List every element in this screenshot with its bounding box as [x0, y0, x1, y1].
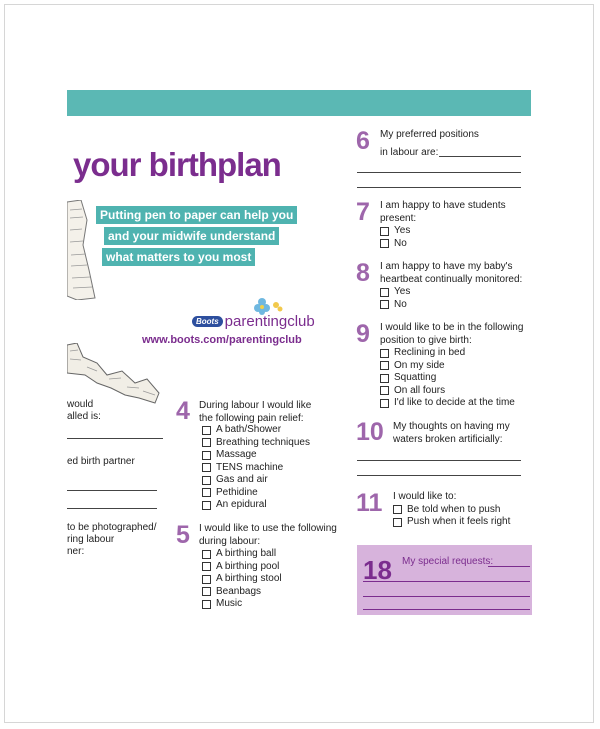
option-label: Squatting [394, 372, 437, 383]
q8-option-no[interactable] [380, 299, 522, 312]
q18-answer-line-2[interactable] [363, 581, 530, 582]
q6-number: 6 [356, 127, 370, 155]
q18-text: My special requests: [402, 556, 494, 567]
q4-option[interactable] [202, 474, 310, 487]
q10-text-line-1: My thoughts on having my [393, 421, 510, 432]
q7-text-line-1: I am happy to have students [380, 200, 506, 211]
checkbox[interactable] [202, 488, 211, 497]
header-banner [67, 90, 531, 116]
q8-number: 8 [356, 259, 370, 287]
q3-text-line-1: to be photographed/ [67, 522, 157, 533]
q5-text-line-1: I would like to use the following [199, 523, 337, 534]
q5-option[interactable] [202, 573, 282, 586]
q6-text-line-2: in labour are: [380, 147, 439, 158]
option-label: Pethidine [216, 486, 258, 498]
checkbox[interactable] [380, 386, 389, 395]
q4-option[interactable] [202, 437, 310, 450]
option-label: TENS machine [216, 461, 284, 473]
q9-question [380, 322, 523, 410]
q18-answer-line-3[interactable] [363, 596, 530, 597]
q8-question [380, 261, 522, 311]
checkbox[interactable] [202, 600, 211, 609]
q5-options [202, 548, 282, 611]
q11-number: 11 [356, 489, 383, 517]
q9-option[interactable] [380, 372, 523, 385]
option-label: Yes [394, 225, 411, 236]
option-label: Be told when to push [407, 503, 501, 515]
checkbox[interactable] [380, 288, 389, 297]
parentingclub-logo [192, 313, 315, 330]
option-label: I'd like to decide at the time [394, 397, 515, 408]
checkbox[interactable] [380, 374, 389, 383]
q8-text-line-1: I am happy to have my baby's [380, 261, 513, 272]
q10-answer-line-2[interactable] [357, 475, 521, 476]
option-label: A bath/Shower [216, 424, 282, 435]
q9-option[interactable] [380, 347, 523, 360]
checkbox[interactable] [202, 587, 211, 596]
q6-answer-line-2[interactable] [357, 172, 521, 173]
option-label: A birthing stool [216, 573, 282, 584]
q1-answer-line[interactable] [67, 438, 163, 439]
q2-answer-line-2[interactable] [67, 508, 157, 509]
q4-number: 4 [176, 397, 190, 425]
checkbox[interactable] [380, 361, 389, 370]
checkbox[interactable] [393, 505, 402, 514]
q6-text-line-1: My preferred positions [380, 129, 479, 140]
q9-text-line-2: position to give birth: [380, 334, 472, 346]
q10-question [393, 421, 510, 446]
option-label: No [394, 237, 407, 249]
q9-number: 9 [356, 320, 370, 348]
checkbox[interactable] [202, 562, 211, 571]
tagline-line-1: Putting pen to paper can help you [96, 206, 297, 224]
q9-text-line-1: I would like to be in the following [380, 322, 524, 333]
q9-option[interactable] [380, 385, 523, 398]
option-label: Yes [394, 286, 411, 297]
q3-text-line-3: ner: [67, 546, 85, 557]
q6-answer-line-3[interactable] [357, 187, 521, 188]
q7-option-yes[interactable] [380, 225, 506, 238]
paper-scroll-illustration-bottom [67, 343, 162, 405]
option-label: A birthing ball [216, 548, 277, 559]
q11-question [393, 491, 510, 529]
q8-text-line-2: heartbeat continually monitored: [380, 273, 523, 285]
q4-option[interactable] [202, 462, 310, 475]
q4-option[interactable] [202, 424, 310, 437]
checkbox[interactable] [380, 300, 389, 309]
option-label: An epidural [216, 499, 267, 510]
q18-answer-line-1[interactable] [488, 566, 530, 567]
option-label: No [394, 298, 407, 310]
q4-options [202, 424, 310, 512]
website-link[interactable]: www.boots.com/parentingclub [142, 334, 302, 346]
option-label: Breathing techniques [216, 436, 310, 448]
page-title: your birthplan [73, 146, 281, 183]
q10-number: 10 [356, 418, 384, 446]
option-label: On my side [394, 359, 445, 371]
parentingclub-text: parentingclub [224, 313, 315, 330]
tagline-line-2: and your midwife understand [104, 227, 279, 245]
q1-text-line-1: would [67, 399, 94, 410]
q4-option[interactable] [202, 449, 310, 462]
checkbox[interactable] [202, 463, 211, 472]
checkbox[interactable] [202, 438, 211, 447]
checkbox[interactable] [380, 399, 389, 408]
q5-option[interactable] [202, 561, 282, 574]
q9-option[interactable] [380, 360, 523, 373]
q9-option[interactable] [380, 397, 523, 410]
checkbox[interactable] [380, 349, 389, 358]
q6-answer-line-1[interactable] [439, 156, 521, 157]
q4-option[interactable] [202, 499, 310, 512]
tagline [96, 206, 310, 269]
checkbox[interactable] [380, 227, 389, 236]
q1-text-line-2: alled is: [67, 411, 101, 422]
tagline-line-3: what matters to you most [102, 248, 255, 266]
checkbox[interactable] [202, 451, 211, 460]
checkbox[interactable] [202, 550, 211, 559]
q18-answer-line-4[interactable] [363, 609, 530, 610]
q11-text-line-1: I would like to: [393, 491, 457, 502]
q11-option[interactable] [393, 516, 510, 529]
q5-option[interactable] [202, 598, 282, 611]
q7-question [380, 200, 506, 250]
checkbox[interactable] [202, 501, 211, 510]
checkbox[interactable] [393, 518, 402, 527]
q2-answer-line-1[interactable] [67, 490, 157, 491]
option-label: Music [216, 598, 243, 609]
q4-option[interactable] [202, 487, 310, 500]
q8-option-yes[interactable] [380, 286, 522, 299]
q4-question [199, 400, 311, 425]
q10-text-line-2: waters broken artificially: [393, 433, 503, 445]
checkbox[interactable] [380, 239, 389, 248]
checkbox[interactable] [202, 426, 211, 435]
q5-text-line-2: during labour: [199, 535, 261, 547]
q7-text-line-2: present: [380, 212, 417, 224]
q3-text-line-2: ring labour [67, 534, 115, 545]
option-label: On all fours [394, 384, 446, 396]
q7-option-no[interactable] [380, 238, 506, 251]
boots-logo: Boots [192, 316, 223, 327]
option-label: A birthing pool [216, 560, 280, 572]
option-label: Gas and air [216, 474, 268, 485]
checkbox[interactable] [202, 476, 211, 485]
checkbox[interactable] [202, 575, 211, 584]
q5-option[interactable] [202, 548, 282, 561]
q5-number: 5 [176, 521, 190, 549]
q11-option[interactable] [393, 504, 510, 517]
q7-number: 7 [356, 198, 370, 226]
q5-question [199, 523, 337, 548]
special-requests-box [357, 545, 532, 615]
q10-answer-line-1[interactable] [357, 460, 521, 461]
option-label: Beanbags [216, 585, 262, 597]
q4-text-line-1: During labour I would like [199, 400, 312, 411]
q2-text: ed birth partner [67, 456, 135, 467]
q5-option[interactable] [202, 586, 282, 599]
q4-text-line-2: the following pain relief: [199, 412, 304, 424]
option-label: Reclining in bed [394, 347, 466, 358]
option-label: Push when it feels right [407, 516, 511, 527]
q18-number: 18 [363, 555, 392, 585]
option-label: Massage [216, 449, 257, 460]
